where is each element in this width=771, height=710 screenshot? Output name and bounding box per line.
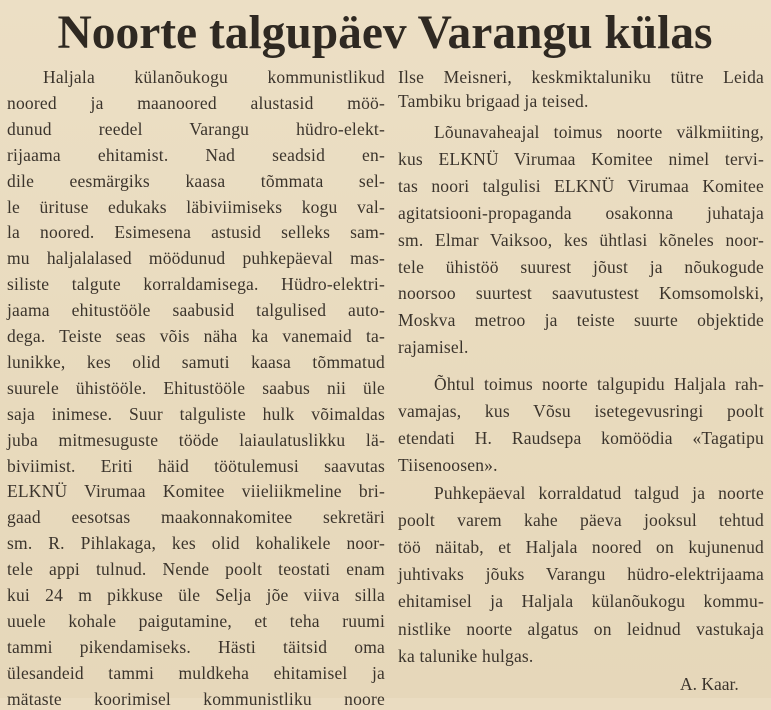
paragraph-first-line: Ilse Meisneri, keskmiktaluniku tütre Leida: [398, 67, 764, 87]
text-line: noorsoo suurtest saavutustest Komsomolski,: [398, 283, 764, 304]
paragraph-first-line: Õhtul toimus noorte talgupidu Haljala rah-: [434, 374, 764, 394]
text-line: biviimist. Eriti häid töötulemusi saavutas: [7, 455, 385, 476]
text-line: siliste talgute korraldamisega. Hüdro-elektri-: [7, 274, 385, 295]
text-line: saja inimese. Suur talguliste hulk võimaldas: [7, 403, 385, 424]
paragraph-first-line: Lõunavaheajal toimus noorte välkmiiting,: [434, 122, 764, 142]
text-line: juhtivaks jõuks Varangu hüdro-elektrijaama: [398, 564, 764, 585]
author-signature: A. Kaar.: [680, 674, 739, 694]
text-line: tammi pikendamiseks. Hästi täitsid oma: [7, 636, 385, 657]
text-line: nistlike noorte algatus on leidnud vastukaja: [398, 618, 764, 639]
text-line: poolt varem kahe päeva jooksul tehtud: [398, 510, 764, 531]
text-line: dunud reedel Varangu hüdro-elekt-: [7, 118, 385, 139]
text-line: le ürituse edukaks läbiviimiseks kogu val-: [7, 196, 385, 217]
paragraph-first-line: Puhkepäeval korraldatud talgud ja noorte: [434, 483, 764, 503]
text-line: juba mitmesuguste tööde laiaulatuslikku lä-: [7, 429, 385, 450]
text-line: tas noori talgulisi ELKNÜ Virumaa Komitee: [398, 175, 764, 196]
text-line: ehitamisel ja Haljala külanõukogu kommu-: [398, 591, 764, 612]
text-line: jaama ehitustööle saabusid talgulised auto-: [7, 300, 385, 321]
text-line: sm. Elmar Vaiksoo, kes ühtlasi kõneles noor-: [398, 229, 764, 250]
text-line: agitatsiooni-propaganda osakonna juhataja: [398, 202, 764, 223]
text-line: Tiisenoosen».: [398, 455, 498, 475]
text-line: noored ja maanoored alustasid möö-: [7, 92, 385, 113]
text-line: etendati H. Raudsepa komöödia «Tagatipu: [398, 428, 764, 448]
text-line: ka talunike hulgas.: [398, 645, 534, 666]
text-line: mu haljalalased möödunud puhkepäeval mas-: [7, 248, 385, 269]
text-line: sm. R. Pihlakaga, kes olid kohalikele noor-: [7, 533, 385, 554]
text-line: kus ELKNÜ Virumaa Komitee nimel tervi-: [398, 148, 764, 169]
text-line: kui 24 m pikkuse üle Selja jõe viiva silla: [7, 585, 385, 605]
text-line: lunikke, kes olid samuti kaasa tõmmatud: [7, 351, 385, 372]
headline-text: Noorte talgupäev Varangu külas: [57, 6, 713, 59]
text-line: dega. Teiste seas võis näha ka vanemaid ta-: [7, 326, 385, 346]
text-line: rajamisel.: [398, 337, 469, 358]
text-line: dile eesmärgiks kaasa tõmmata sel-: [7, 170, 385, 191]
text-line: Moskva metroo ja teiste suurte objektide: [398, 310, 764, 331]
text-line: gaad eesotsas maakonnakomitee sekretäri: [7, 507, 385, 528]
text-line: ülesandeid tammi muldkeha ehitamisel ja: [7, 662, 385, 683]
text-line: rijaama ehitamist. Nad seadsid en-: [7, 144, 385, 165]
text-line: uuele kohale paigutamine, et teha ruumi: [7, 610, 385, 631]
text-line: tele appi tulnud. Nende poolt teostati enam: [7, 559, 385, 580]
text-line: la noored. Esimesena astusid selleks sam-: [7, 222, 385, 243]
text-line: ELKNÜ Virumaa Komitee viieliikmeline bri-: [7, 481, 385, 502]
text-line: suurele ühistööle. Ehitustööle saabus nii üle: [7, 377, 385, 398]
text-line: Tambiku brigaad ja teised.: [398, 90, 589, 111]
text-line: Haljala külanõukogu kommunistlikud: [43, 67, 385, 87]
text-line: tele ühistöö suurest jõust ja nõukogude: [398, 256, 764, 277]
text-line: töö näitab, et Haljala noored on kujunenud: [398, 537, 764, 558]
headline: [0, 0, 771, 60]
text-line: mätaste koorimisel kommunistliku noore: [7, 688, 385, 709]
text-line: vamajas, kus Võsu isetegevusringi poolt: [398, 401, 764, 421]
